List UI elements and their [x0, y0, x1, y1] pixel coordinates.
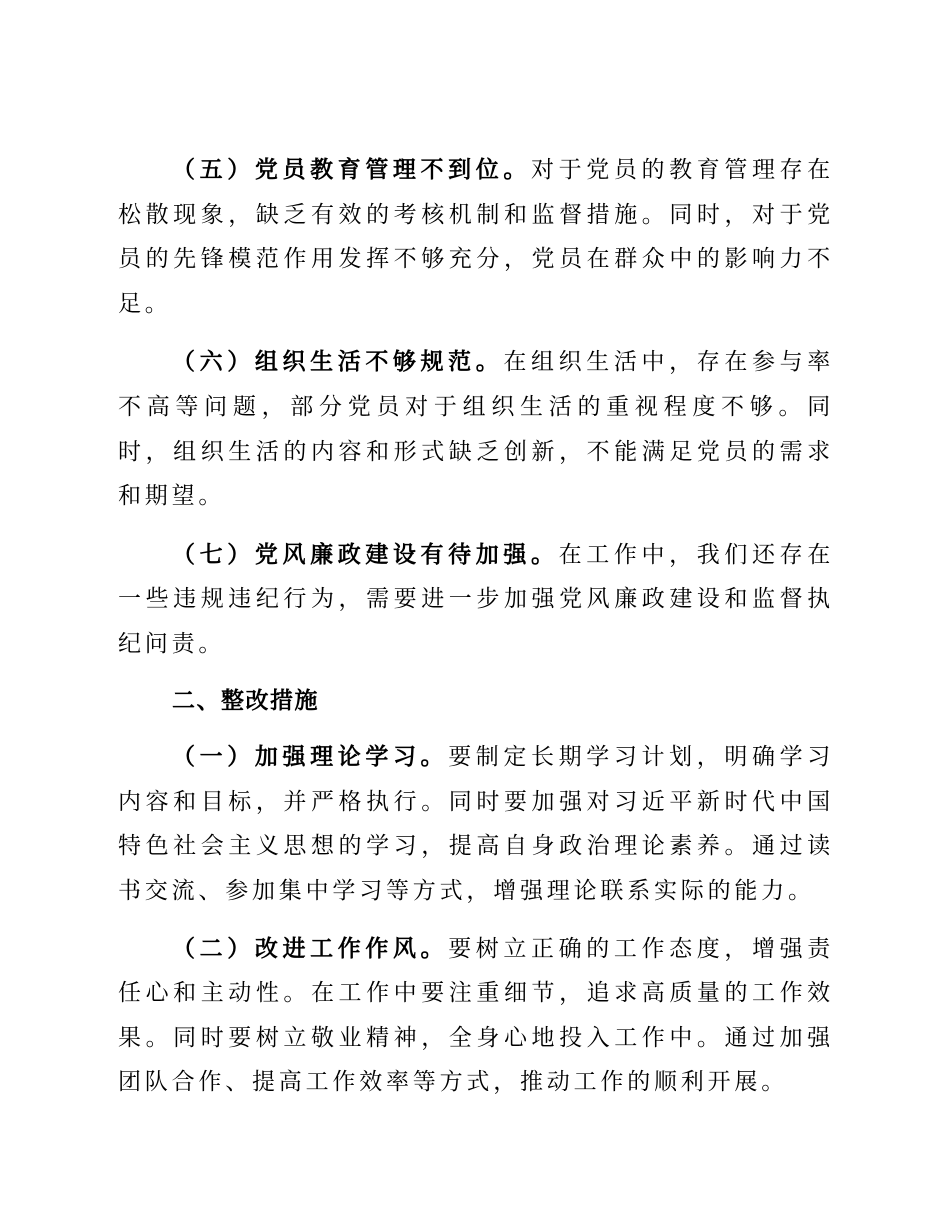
document-body: [118, 148, 834, 1105]
section-heading: 二、整改措施: [172, 687, 319, 714]
paragraph-measure-1: [118, 735, 834, 913]
paragraph-lead: （二）改进工作作风。: [172, 935, 449, 962]
paragraph-problem-7: [118, 533, 834, 667]
paragraph-text: 要树立正确的工作态度，增强责任心和主动性。在工作中要注重细节，追求高质量的工作效果。同时要树立敬业精神，全身心地投入工作中。通过加强团队合作、提高工作效率等方式，推动工作的顺利开展。: [118, 935, 835, 1096]
paragraph-problem-6: [118, 340, 834, 518]
paragraph-text: 在工作中，我们还存在一些违规违纪行为，需要进一步加强党风廉政建设和监督执纪问责。: [118, 541, 835, 657]
paragraph-lead: （五）党员教育管理不到位。: [172, 157, 532, 183]
paragraph-text: 对于党员的教育管理存在松散现象，缺乏有效的考核机制和监督措施。同时，对于党员的先锋模范作用发挥不够充分，党员在群众中的影响力不足。: [118, 157, 834, 317]
paragraph-text: 在组织生活中，存在参与率不高等问题，部分党员对于组织生活的重视程度不够。同时，组织生活的内容和形式缺乏创新，不能满足党员的需求和期望。: [118, 349, 834, 510]
paragraph-problem-5: [118, 148, 834, 326]
paragraph-text: 要制定长期学习计划，明确学习内容和目标，并严格执行。同时要加强对习近平新时代中国特色社会主义思想的学习，提高自身政治理论素养。通过读书交流、参加集中学习等方式，增强理论联系实际的能力。: [118, 744, 835, 904]
paragraph-lead: （六）组织生活不够规范。: [172, 349, 504, 376]
paragraph-lead: （一）加强理论学习。: [172, 744, 449, 771]
paragraph-measure-2: [118, 927, 834, 1105]
paragraph-lead: （七）党风廉政建设有待加强。: [172, 541, 559, 568]
